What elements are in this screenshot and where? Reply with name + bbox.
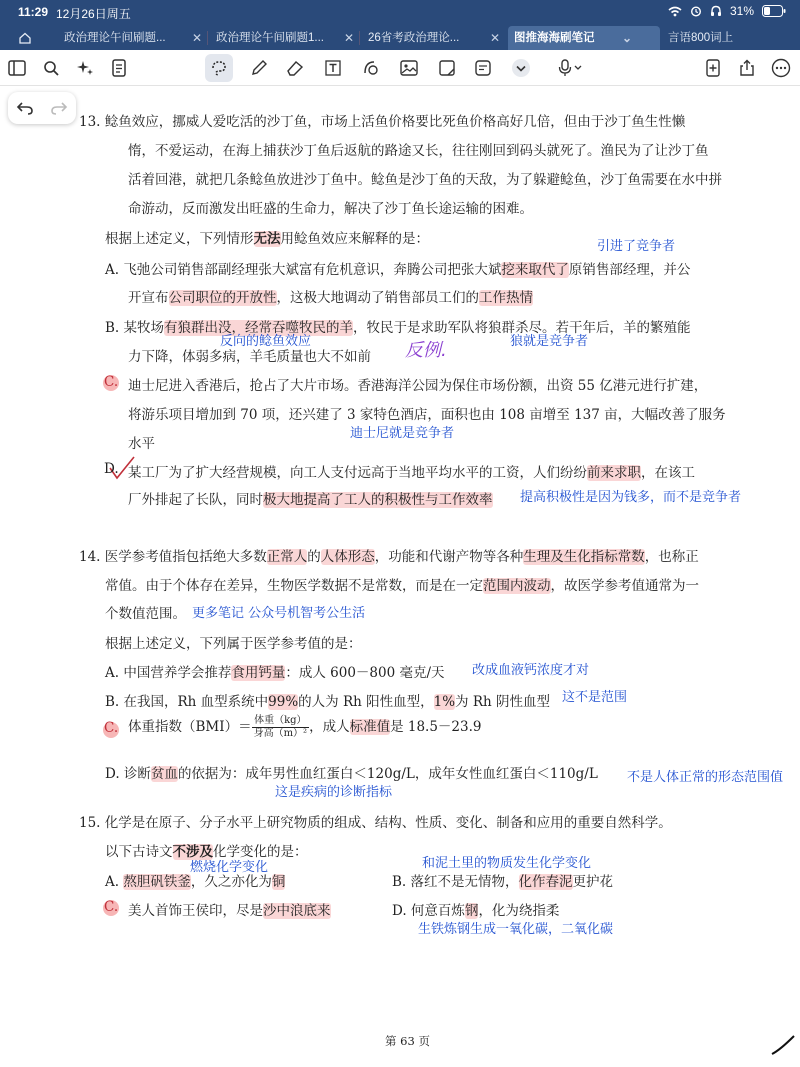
handwritten-note: 生铁炼钢生成一氧化碳，二氧化碳 [418, 922, 614, 937]
sticker-icon [438, 59, 456, 77]
shapes-tool-button[interactable] [358, 55, 384, 81]
add-page-button[interactable] [700, 55, 726, 81]
q13-a-text: A. 飞弛公司销售部副经理张大斌富有危机意识，奔腾公司把张大斌 [105, 262, 502, 278]
redo-icon[interactable] [50, 101, 68, 115]
note-tool-button[interactable] [470, 55, 496, 81]
q14-text: ，功能和代谢产物等各种 [374, 549, 524, 565]
q14-c-text: 体重指数（BMI）＝ [128, 719, 252, 735]
headphones-icon [710, 5, 722, 17]
q13-stem-a: 根据上述定义，下列情形 [105, 231, 254, 247]
highlight: 公司职位的开放性 [168, 290, 277, 306]
lasso-icon [210, 59, 228, 77]
image-icon [400, 60, 418, 76]
highlight: 食用钙量 [231, 665, 286, 681]
q13-b-text: B. 某牧场 [105, 320, 165, 336]
lasso-tool-button[interactable] [205, 54, 233, 82]
q15-b-text: 更护花 [572, 874, 614, 890]
handwritten-note: 改成血液钙浓度才对 [472, 663, 590, 678]
handwritten-note: 这不是范围 [562, 690, 628, 705]
q14-text: ，也称正 [644, 549, 699, 565]
highlight: 熬胆矾铁釜 [123, 874, 191, 890]
q15-option-a [105, 870, 285, 890]
document-page[interactable] [0, 90, 800, 1067]
q15-option-b [392, 870, 613, 890]
add-page-icon [705, 59, 721, 77]
q13-line-3: 活着回港，就把几条鲶鱼放进沙丁鱼中。鲶鱼是沙丁鱼的天敌，为了躲避鲶鱼，沙丁鱼需要在水中拼 [128, 172, 722, 188]
status-icons [668, 4, 786, 18]
highlight: 工作热情 [479, 290, 533, 306]
sidebar-toggle-button[interactable] [4, 55, 30, 81]
q13-a-text: ，这极大地调动了销售部员工们的 [276, 290, 479, 306]
handwritten-note: 迪士尼就是竞争者 [350, 426, 455, 441]
status-date: 12月26日周五 [56, 7, 131, 21]
highlight: 前来求职 [587, 465, 641, 481]
q13-option-a-line-2 [128, 286, 533, 306]
q13-stem-highlight: 无法 [253, 231, 281, 247]
sidebar-icon [8, 60, 26, 76]
highlight: 铜 [271, 874, 286, 890]
q13-option-a-line-1 [105, 258, 690, 278]
more-tools-button[interactable] [508, 55, 534, 81]
undo-redo-panel [8, 92, 76, 124]
alarm-icon [690, 5, 702, 17]
close-icon[interactable]: ✕ [343, 31, 354, 45]
status-bar [0, 0, 800, 24]
wifi-icon [668, 6, 682, 17]
more-options-button[interactable] [768, 55, 794, 81]
tab-3[interactable] [362, 26, 506, 50]
handwritten-note: 更多笔记 公众号机智考公生活 [192, 606, 366, 621]
highlight: 化作春泥 [518, 874, 573, 890]
tab-1-label: 政治理论午间刷题... [64, 32, 166, 44]
q15-a-text: A. [105, 874, 124, 890]
q13-stem-c: 用鲶鱼效应来解释的是： [280, 231, 429, 247]
home-icon [18, 31, 32, 45]
eraser-icon [286, 59, 304, 77]
fraction-numerator: 体重（kg） [252, 715, 310, 728]
q14-option-a [105, 661, 445, 681]
q15-line-1: 15. 化学是在原子、分子水平上研究物质的组成、结构、性质、变化、制备和应用的重要自然科学。 [79, 815, 672, 831]
document-icon [111, 59, 127, 77]
share-button[interactable] [734, 55, 760, 81]
handwritten-note: 提高积极性是因为钱多，而不是竞争者 [520, 490, 742, 505]
q13-line-2: 惰，不爱运动，在海上捕获沙丁鱼后返航的路途又长，往往刚回到码头就死了。渔民为了让沙丁鱼 [128, 143, 709, 159]
highlight: 有狼群出没，经常吞噬牧民的羊 [164, 320, 354, 336]
q14-option-d [105, 762, 598, 782]
q14-line-1 [79, 545, 699, 565]
microphone-icon [557, 59, 583, 77]
q15-option-c [128, 899, 331, 919]
q14-text: ，故医学参考值通常为一 [550, 578, 699, 594]
highlight: 1% [433, 694, 456, 710]
note-icon [474, 59, 492, 77]
close-icon[interactable]: ✕ [191, 31, 202, 45]
q14-d-text: 的依据为：成年男性血红蛋白＜120g/L，成年女性血红蛋白＜110g/L [177, 766, 598, 782]
q14-text: 14. 医学参考值指包括绝大多数 [79, 549, 267, 565]
highlight: 生理及生化指标常数 [523, 549, 645, 565]
q15-c-text: 美人首饰王侯印，尽是 [128, 903, 263, 919]
q15-d-text: D. 何意百炼 [392, 903, 465, 919]
q13-a-text: 原销售部经理，并公 [568, 262, 691, 278]
textbox-icon [324, 59, 342, 77]
handwritten-note: 反向的鲶鱼效应 [220, 334, 312, 349]
chevron-down-icon [511, 58, 531, 78]
page-number: 第 63 页 [385, 1034, 430, 1048]
q13-option-c-line-3: 水平 [128, 436, 155, 452]
q13-option-d-line-1 [128, 461, 695, 481]
highlight: 标准值 [349, 719, 391, 735]
q14-c-text: 是 18.5－23.9 [390, 719, 482, 735]
search-button[interactable] [38, 55, 64, 81]
q13-option-c-line-1: 迪士尼进入香港后，抢占了大片市场。香港海洋公园为保住市场份额，出资 55 亿港元进行扩建， [128, 378, 708, 394]
handwritten-note: 狼就是竞争者 [510, 334, 589, 349]
tab-bar [0, 24, 800, 50]
handwritten-note: 不是人体正常的形态范围值 [627, 770, 784, 785]
tab-5[interactable] [662, 26, 800, 50]
q13-option-d-line-2 [128, 488, 493, 508]
q15-d-text: ，化为绕指柔 [478, 903, 560, 919]
highlight: 不涉及 [172, 844, 213, 860]
tab-4-active[interactable] [508, 26, 660, 50]
q14-d-text: D. 诊断 [105, 766, 151, 782]
tab-4-label: 图推海海刷笔记 [514, 32, 595, 44]
q13-line-4: 命游动，反而激发出旺盛的生命力，解决了沙丁鱼长途运输的困难。 [128, 201, 533, 217]
q14-text: 常值。由于个体存在差异，生物医学数据不是常数，而是在一定 [105, 578, 483, 594]
q13-d-text: 厂外排起了长队，同时 [128, 492, 263, 508]
highlight: 正常人 [266, 549, 308, 565]
q15-text: 以下古诗文 [105, 844, 173, 860]
resize-handle-icon[interactable] [770, 1030, 796, 1056]
handwritten-note: 和泥土里的物质发生化学变化 [422, 856, 592, 871]
chevron-down-icon[interactable]: ⌄ [621, 31, 632, 45]
battery-percent: 31% [729, 4, 754, 18]
q14-line-2 [105, 574, 699, 594]
q14-option-b [105, 690, 550, 710]
q14-line-3: 个数值范围。 [105, 606, 186, 622]
handwritten-note: 反例. [405, 340, 447, 361]
home-tab[interactable] [8, 26, 42, 50]
document-button[interactable] [106, 55, 132, 81]
ai-button[interactable] [72, 55, 98, 81]
q14-stem: 根据上述定义，下列属于医学参考值的是： [105, 636, 362, 652]
sparkle-icon [76, 59, 94, 77]
q14-b-text: B. 在我国，Rh 血型系统中 [105, 694, 269, 710]
search-icon [43, 60, 59, 76]
tab-3-label: 26省考政治理论... [368, 32, 460, 44]
toolbar [0, 50, 800, 86]
tab-2-label: 政治理论午间刷题1... [216, 32, 324, 44]
close-icon[interactable]: ✕ [489, 31, 500, 45]
handwritten-note: 引进了竞争者 [597, 239, 676, 254]
q13-option-c-label: C. [104, 374, 119, 390]
textbox-tool-button[interactable] [320, 55, 346, 81]
highlight: 沙中浪底来 [263, 903, 331, 919]
q13-line-1: 13. 鲶鱼效应，挪威人爱吃活的沙丁鱼，市场上活鱼价格要比死鱼价格高好几倍，但由于沙丁鱼生性懒 [79, 114, 686, 130]
microphone-button[interactable] [552, 55, 588, 81]
q15-b-text: B. 落红不是无情物， [392, 874, 519, 890]
q14-a-text: A. 中国营养学会推荐 [105, 665, 232, 681]
fraction-denominator: 身高（m）² [253, 728, 308, 739]
q13-stem [105, 227, 429, 247]
q14-option-c [128, 715, 482, 740]
q14-c-text: ，成人 [309, 719, 350, 735]
battery-icon [762, 5, 786, 17]
status-time: 11:29 [18, 5, 49, 19]
q14-option-c-label: C. [104, 720, 119, 736]
highlight: 极大地提高了工人的积极性与工作效率 [263, 492, 493, 508]
q15-option-d [392, 899, 559, 919]
tab-2[interactable] [210, 26, 360, 50]
q14-b-text: 的人为 Rh 阳性血型， [298, 694, 434, 710]
highlight: 钢 [464, 903, 479, 919]
q13-option-b-line-1 [105, 316, 691, 336]
q15-text: 化学变化的是： [213, 844, 308, 860]
bmi-fraction [252, 715, 310, 740]
more-icon [771, 58, 791, 78]
handwritten-note: 燃烧化学变化 [190, 860, 269, 875]
shapes-icon [362, 59, 380, 77]
pen-tool-button[interactable] [246, 55, 272, 81]
tab-5-label: 言语800词上 [668, 32, 734, 44]
q13-d-text: 某工厂为了扩大经营规模，向工人支付远高于当地平均水平的工资，人们纷纷 [128, 465, 587, 481]
share-icon [739, 59, 755, 77]
undo-icon[interactable] [16, 101, 34, 115]
highlight: 99% [268, 694, 299, 710]
handwritten-note: 这是疾病的诊断指标 [275, 785, 393, 800]
highlight: 挖来取代了 [501, 262, 569, 278]
q13-a-text: 开宣布 [128, 290, 169, 306]
q13-b-text: ，牧民于是求助军队将狼群杀尽。若干年后，羊的繁殖能 [353, 320, 691, 336]
eraser-tool-button[interactable] [282, 55, 308, 81]
q15-a-text: ，久之亦化为 [190, 874, 272, 890]
q13-d-text: ，在该工 [641, 465, 695, 481]
q14-b-text: 为 Rh 阴性血型 [455, 694, 550, 710]
pen-icon [250, 59, 268, 77]
q13-option-c-line-2: 将游乐项目增加到 70 项，还兴建了 3 家特色酒店，面积也由 108 亩增至 137 亩，大幅改善了服务 [128, 407, 726, 423]
image-tool-button[interactable] [396, 55, 422, 81]
highlight: 人体形态 [320, 549, 375, 565]
q14-text: 的 [307, 549, 321, 565]
q13-option-b-line-2: 力下降，体弱多病，羊毛质量也大不如前 [128, 349, 371, 365]
q13-option-d-label: D. [104, 461, 119, 477]
q14-a-text: ：成人 600－800 毫克/天 [285, 665, 445, 681]
highlight: 范围内波动 [483, 578, 551, 594]
tab-1[interactable] [58, 26, 208, 50]
sticker-tool-button[interactable] [434, 55, 460, 81]
highlight: 贫血 [150, 766, 178, 782]
q15-option-c-label: C. [104, 899, 119, 915]
